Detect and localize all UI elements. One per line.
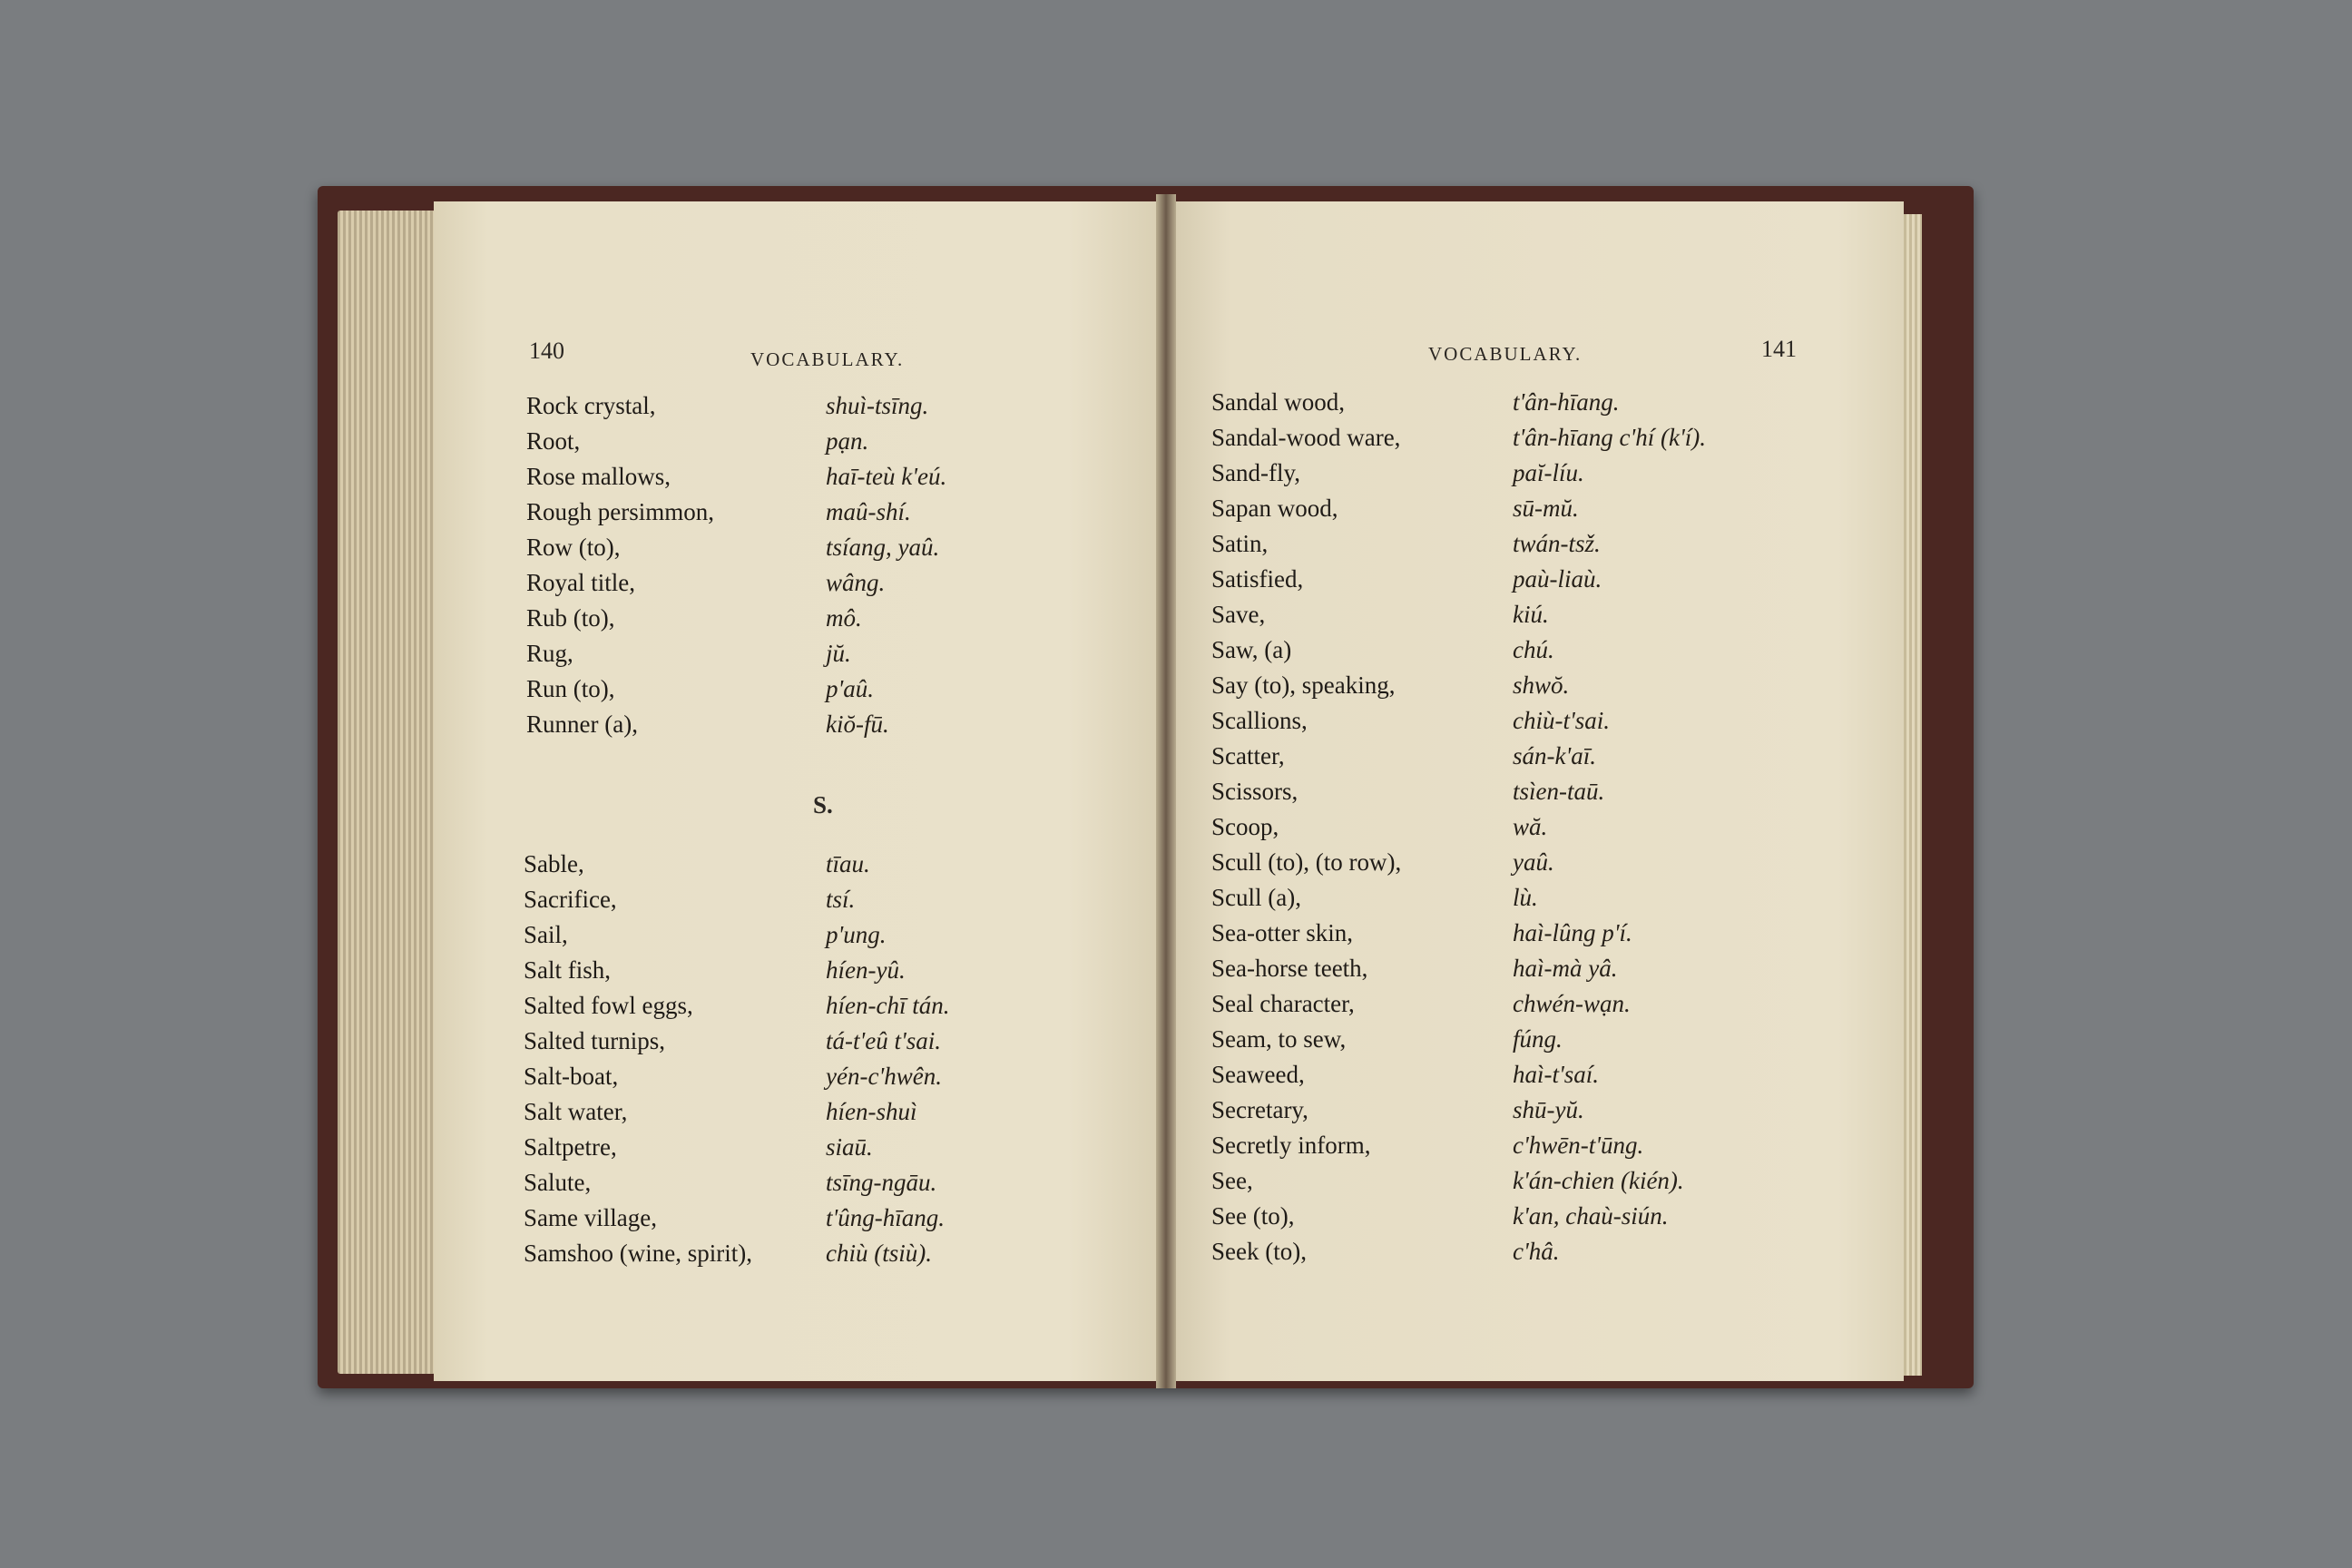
entry-translation: yaû. bbox=[1513, 848, 1554, 876]
entry-term: Saw, (a) bbox=[1211, 636, 1292, 663]
entry-term: Sable, bbox=[524, 850, 584, 877]
entry-term: Salted fowl eggs, bbox=[524, 992, 693, 1019]
entry-term: Salt water, bbox=[524, 1098, 628, 1125]
entry-translation: haì-mà yâ. bbox=[1513, 955, 1618, 982]
entry-translation: tsìen-taū. bbox=[1513, 778, 1605, 805]
entry-term: Rub (to), bbox=[526, 604, 615, 632]
entry-translation: tsíang, yaû. bbox=[826, 534, 940, 561]
entry-term: Satisfied, bbox=[1211, 565, 1304, 593]
running-head-left: VOCABULARY. bbox=[750, 348, 905, 370]
entry-term: Root, bbox=[526, 427, 581, 455]
entry-term: Scull (to), (to row), bbox=[1211, 848, 1402, 876]
entry-translation: sū-mŭ. bbox=[1513, 495, 1579, 522]
entry-term: Sea-horse teeth, bbox=[1211, 955, 1368, 982]
entry-translation: t'ûng-hīang. bbox=[826, 1204, 946, 1231]
entry-term: Samshoo (wine, spirit), bbox=[524, 1240, 752, 1267]
entry-term: Sail, bbox=[524, 921, 568, 948]
entry-term: Secretary, bbox=[1211, 1096, 1308, 1123]
entry-term: Satin, bbox=[1211, 530, 1269, 557]
entry-term: Royal title, bbox=[526, 569, 635, 596]
entry-term: Scull (a), bbox=[1211, 884, 1301, 911]
entry-translation: wă. bbox=[1513, 813, 1548, 840]
entry-translation: jŭ. bbox=[826, 640, 851, 667]
entry-term: See (to), bbox=[1211, 1202, 1295, 1230]
entry-term: Salt-boat, bbox=[524, 1063, 619, 1090]
entry-term: Salute, bbox=[524, 1169, 592, 1196]
entry-translation: c'hâ. bbox=[1513, 1238, 1560, 1265]
page-number-left: 140 bbox=[529, 338, 564, 364]
entry-translation: k'án-chien (kién). bbox=[1513, 1167, 1684, 1194]
entry-translation: paĭ-líu. bbox=[1513, 459, 1584, 486]
running-head-right: VOCABULARY. bbox=[1428, 343, 1583, 365]
entry-term: Sea-otter skin, bbox=[1211, 919, 1353, 946]
page-edges-left bbox=[338, 211, 436, 1374]
page-number-right: 141 bbox=[1761, 336, 1797, 362]
book-gutter bbox=[1156, 194, 1176, 1388]
entry-term: Seal character, bbox=[1211, 990, 1355, 1017]
entry-translation: fúng. bbox=[1513, 1025, 1563, 1053]
entry-translation: paù-liaù. bbox=[1513, 565, 1602, 593]
entry-term: Rough persimmon, bbox=[526, 498, 714, 525]
entry-translation: híen-yû. bbox=[826, 956, 906, 984]
entry-translation: siaū. bbox=[826, 1133, 873, 1161]
entry-term: Rock crystal, bbox=[526, 392, 656, 419]
entry-translation: chú. bbox=[1513, 636, 1554, 663]
entry-translation: wâng. bbox=[826, 569, 886, 596]
entry-translation: p'ung. bbox=[826, 921, 887, 948]
entry-term: Seek (to), bbox=[1211, 1238, 1307, 1265]
entry-term: Rose mallows, bbox=[526, 463, 671, 490]
entry-term: Run (to), bbox=[526, 675, 615, 702]
entry-translation: tsí. bbox=[826, 886, 856, 913]
entry-term: Scissors, bbox=[1211, 778, 1298, 805]
entry-term: Scallions, bbox=[1211, 707, 1308, 734]
entry-translation: haī-teù k'eú. bbox=[826, 463, 947, 490]
entry-translation: pạn. bbox=[826, 427, 869, 455]
entry-translation: t'ân-hīang c'hí (k'í). bbox=[1513, 424, 1707, 451]
entry-translation: kiú. bbox=[1513, 601, 1549, 628]
entry-term: See, bbox=[1211, 1167, 1253, 1194]
entry-term: Sapan wood, bbox=[1211, 495, 1338, 522]
entry-translation: tá-t'eû t'sai. bbox=[826, 1027, 942, 1054]
entry-term: Say (to), speaking, bbox=[1211, 671, 1396, 699]
entry-translation: híen-shuì bbox=[826, 1098, 917, 1125]
entry-translation: maû-shí. bbox=[826, 498, 911, 525]
entry-translation: híen-chī tán. bbox=[826, 992, 950, 1019]
entry-term: Sandal-wood ware, bbox=[1211, 424, 1401, 451]
entry-translation: chiù (tsiù). bbox=[826, 1240, 932, 1267]
entry-translation: chwén-wạn. bbox=[1513, 990, 1631, 1017]
entry-translation: tsīng-ngāu. bbox=[826, 1169, 937, 1196]
entry-term: Seaweed, bbox=[1211, 1061, 1305, 1088]
entry-term: Row (to), bbox=[526, 534, 621, 561]
entry-translation: lù. bbox=[1513, 884, 1538, 911]
entry-translation: haì-t'saí. bbox=[1513, 1061, 1600, 1088]
entry-translation: haì-lûng p'í. bbox=[1513, 919, 1632, 946]
entry-term: Sand-fly, bbox=[1211, 459, 1300, 486]
entry-term: Sacrifice, bbox=[524, 886, 617, 913]
section-letter-s: S. bbox=[813, 791, 833, 818]
entry-translation: mô. bbox=[826, 604, 862, 632]
entry-term: Sandal wood, bbox=[1211, 388, 1345, 416]
entry-term: Seam, to sew, bbox=[1211, 1025, 1347, 1053]
entry-term: Rug, bbox=[526, 640, 573, 667]
entry-term: Saltpetre, bbox=[524, 1133, 617, 1161]
entry-term: Scatter, bbox=[1211, 742, 1285, 769]
entry-term: Salted turnips, bbox=[524, 1027, 665, 1054]
entry-translation: c'hwēn-t'ūng. bbox=[1513, 1132, 1644, 1159]
entry-translation: shū-yŭ. bbox=[1513, 1096, 1584, 1123]
entry-translation: sán-k'aī. bbox=[1513, 742, 1597, 769]
entry-term: Secretly inform, bbox=[1211, 1132, 1371, 1159]
entry-translation: shuì-tsīng. bbox=[826, 392, 929, 419]
entry-translation: shwŏ. bbox=[1513, 671, 1570, 699]
entry-translation: twán-tsž. bbox=[1513, 530, 1601, 557]
entry-term: Scoop, bbox=[1211, 813, 1279, 840]
entry-translation: chiù-t'sai. bbox=[1513, 707, 1611, 734]
entry-translation: yén-c'hwên. bbox=[826, 1063, 942, 1090]
entry-term: Save, bbox=[1211, 601, 1266, 628]
entry-translation: k'an, chaù-siún. bbox=[1513, 1202, 1669, 1230]
entry-term: Runner (a), bbox=[526, 710, 638, 738]
entry-translation: t'ân-hīang. bbox=[1513, 388, 1620, 416]
entry-translation: tīau. bbox=[826, 850, 870, 877]
entry-translation: kiŏ-fū. bbox=[826, 710, 889, 738]
entry-term: Same village, bbox=[524, 1204, 657, 1231]
entry-translation: p'aû. bbox=[826, 675, 875, 702]
entry-term: Salt fish, bbox=[524, 956, 612, 984]
